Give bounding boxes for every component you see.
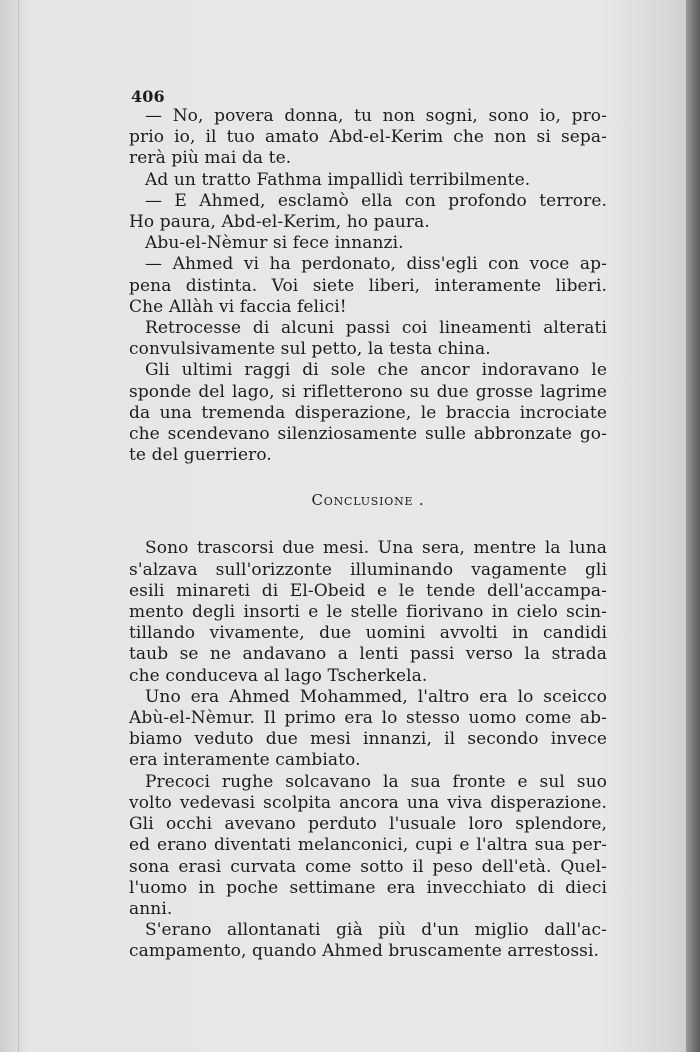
section-heading: Conclusione . xyxy=(311,491,425,510)
text-line: — E Ahmed, esclamò ella con profondo terrore. xyxy=(145,190,607,211)
text-line: sona erasi curvata come sotto il peso dell'età. Quel- xyxy=(129,856,607,877)
page-text-block xyxy=(129,88,607,963)
chapter-ending-text xyxy=(129,106,607,466)
text-line: Retrocesse di alcuni passi coi lineamenti alterati xyxy=(145,318,607,339)
text-line: taub se ne andavano a lenti passi verso la strada xyxy=(129,644,607,665)
text-line: — Ahmed vi ha perdonato, diss'egli con voce ap- xyxy=(145,254,607,275)
text-line: Abu-el-Nèmur si fece innanzi. xyxy=(145,233,404,254)
text-line: — No, povera donna, tu non sogni, sono io, pro- xyxy=(145,106,607,126)
page-left-edge xyxy=(18,0,19,1052)
text-line: Abù-el-Nèmur. Il primo era lo stesso uomo come ab- xyxy=(129,708,607,729)
text-line: Che Allàh vi faccia felici! xyxy=(129,296,347,317)
text-line: che conduceva al lago Tscherkela. xyxy=(129,665,428,686)
conclusion-text xyxy=(129,538,607,962)
text-line: pena distinta. Voi siete liberi, interamente liberi. xyxy=(129,275,607,296)
paragraph xyxy=(129,360,607,466)
paragraph xyxy=(129,538,607,686)
text-line: volto vedevasi scolpita ancora una viva disperazione. xyxy=(129,792,607,813)
text-line: te del guerriero. xyxy=(129,445,272,466)
text-line: rerà più mai da te. xyxy=(129,148,292,169)
paragraph xyxy=(129,920,607,962)
text-line: tillando vivamente, due uomini avvolti in candidi xyxy=(129,623,607,644)
paragraph xyxy=(129,170,607,191)
text-line: Gli ultimi raggi di sole che ancor indoravano le xyxy=(145,360,607,381)
text-line: era interamente cambiato. xyxy=(129,750,361,771)
text-line: S'erano allontanati già più d'un miglio dall'ac- xyxy=(145,920,607,941)
paragraph xyxy=(129,233,607,254)
paragraph xyxy=(129,687,607,772)
text-line: Precoci rughe solcavano la sua fronte e sul suo xyxy=(145,771,607,792)
text-line: Uno era Ahmed Mohammed, l'altro era lo sceicco xyxy=(145,686,607,707)
text-line: anni. xyxy=(129,898,173,919)
text-line: ed erano diventati melanconici, cupi e l'altra sua per- xyxy=(129,835,607,856)
text-line: campamento, quando Ahmed bruscamente arrestossi. xyxy=(129,941,600,962)
text-line: Ho paura, Abd-el-Kerim, ho paura. xyxy=(129,212,430,233)
text-line: convulsivamente sul petto, la testa china. xyxy=(129,339,491,360)
paragraph xyxy=(129,318,607,360)
text-line: Sono trascorsi due mesi. Una sera, mentre la luna xyxy=(145,538,607,559)
page-number: 406 xyxy=(131,87,165,106)
text-line: che scendevano silenziosamente sulle abbronzate go- xyxy=(129,424,607,445)
text-line: da una tremenda disperazione, le braccia incrociate xyxy=(129,402,607,423)
text-line: prio io, il tuo amato Abd-el-Kerim che non si sepa- xyxy=(129,127,607,148)
text-line: biamo veduto due mesi innanzi, il secondo invece xyxy=(129,729,607,750)
text-line: sponde del lago, si rifletterono su due grosse lagrime xyxy=(129,381,607,402)
paragraph xyxy=(129,106,607,170)
text-line: mento degli insorti e le stelle fiorivano in cielo scin- xyxy=(129,602,607,623)
text-line: esili minareti di El-Obeid e le tende dell'accampa- xyxy=(129,580,607,601)
text-line: s'alzava sull'orizzonte illuminando vagamente gli xyxy=(129,559,607,580)
text-line: Ad un tratto Fathma impallidì terribilmente. xyxy=(145,169,531,190)
paragraph xyxy=(129,254,607,318)
paragraph xyxy=(129,772,607,920)
paragraph xyxy=(129,191,607,233)
text-line: Gli occhi avevano perduto l'usuale loro splendore, xyxy=(129,814,607,835)
text-line: l'uomo in poche settimane era invecchiato di dieci xyxy=(129,877,607,898)
page-binding-edge xyxy=(686,0,700,1052)
